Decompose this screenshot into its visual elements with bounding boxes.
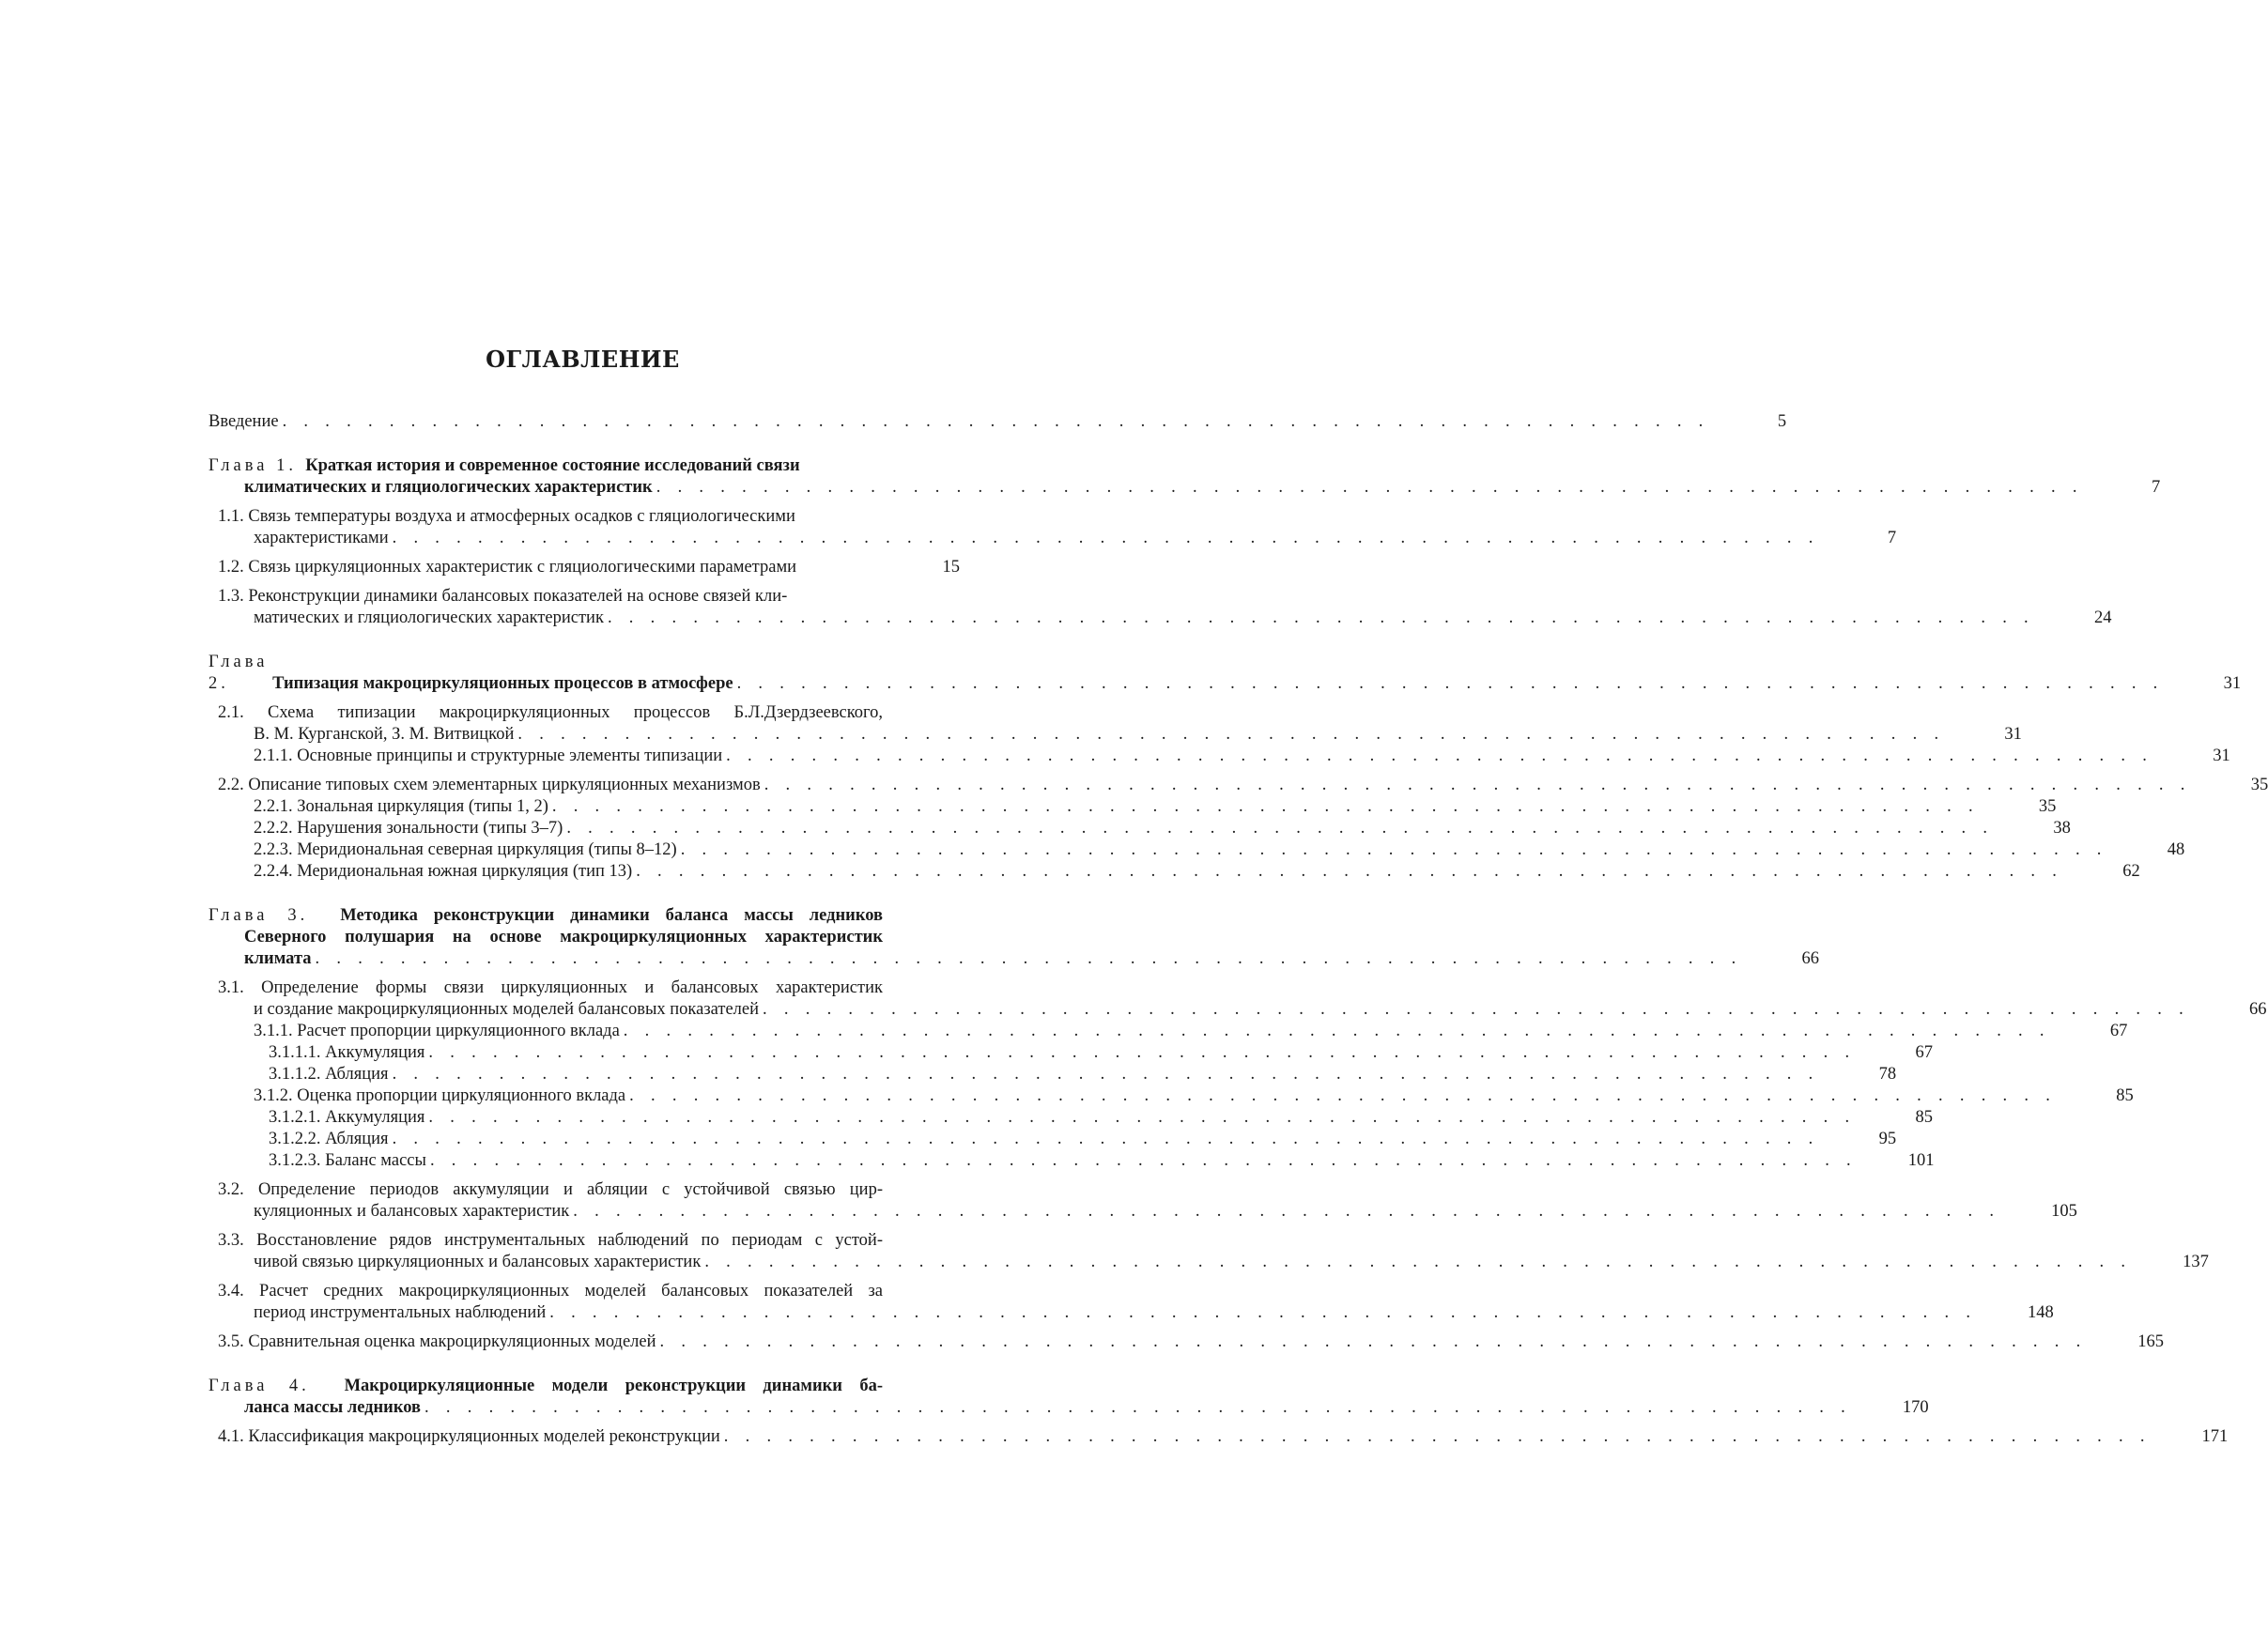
toc-entry-1-1[interactable] [208,506,960,528]
section-number: 2.2. [218,776,244,794]
toc-page-number: 85 [1915,1108,1933,1127]
chapter-title-cont: Северного полушария на основе макроциркуляционных характеристик [244,928,883,947]
table-of-contents [208,411,2268,1448]
chapter-label: Глава 1. [208,456,297,475]
toc-chapter-3-mid[interactable] [208,927,960,948]
section-number: 3.5. [218,1332,244,1351]
toc-page-number: 38 [2053,819,2071,838]
section-text: Восстановление рядов инструментальных наблюдений по периодам с устой- [256,1231,883,1250]
section-number: 3.1.1.2. [269,1065,321,1084]
section-text: Определение периодов аккумуляции и абляции с устойчивой связью цир- [257,1180,883,1199]
section-text-cont: матических и гляциологических характеристик [254,608,604,627]
section-number: 2.2.1. [254,797,293,816]
toc-page-number: 148 [2028,1303,2054,1322]
toc-page-number: 78 [1878,1065,1897,1084]
section-text: Зональная циркуляция (типы 1, 2) [297,797,548,816]
dot-leader: . . . . . . . . . . . . . . . . . . . . . . . . . . . . . . . . . . . . . . . . . . . . . . . . . . . . . . . . . . . . . . . . . . . [656,478,2084,497]
toc-entry-3-3[interactable] [208,1230,960,1252]
toc-chapter-3-last[interactable] [208,948,1820,970]
toc-page-number: 101 [1907,1151,1935,1170]
toc-entry-1-2[interactable] [208,557,960,578]
section-number: 1.2. [218,558,244,577]
section-number: 3.1. [218,978,244,997]
chapter-label: Глава 3. [208,906,309,925]
section-number: 2.1. [218,703,244,722]
chapter-title: Типизация макроциркуляционных процессов в атмосфере [272,674,733,693]
section-text: Оценка пропорции циркуляционного вклада [297,1086,626,1105]
section-text: Описание типовых схем элементарных циркуляционных механизмов [248,776,761,794]
section-text-cont: куляционных и балансовых характеристик [254,1202,570,1221]
section-text: Баланс массы [325,1151,426,1170]
section-number: 3.1.1. [254,1022,293,1040]
toc-entry-4-1[interactable] [208,1426,2229,1448]
section-number: 3.3. [218,1231,244,1250]
dot-leader: . . . . . . . . . . . . . . . . . . . . . . . . . . . . . . . . . . . . . . . . . . . . . . . . . . . . . . . . . . . . . . . . . . . [424,1398,1852,1417]
section-number: 2.2.3. [254,840,293,859]
section-number: 3.2. [218,1180,244,1199]
section-number: 2.1.1. [254,747,293,765]
toc-page-number: 170 [1902,1398,1929,1417]
chapter-title: Макроциркуляционные модели реконструкции динамики ба- [344,1377,884,1395]
toc-chapter-1-last[interactable] [208,477,2161,499]
dot-leader: . . . . . . . . . . . . . . . . . . . . . . . . . . . . . . . . . . . . . . . . . . . . . . . . . . . . . . . . . . . . . . . . . . . [680,840,2108,859]
section-text-cont: В. М. Курганской, З. М. Витвицкой [254,725,515,744]
toc-entry-intro[interactable] [208,411,1787,433]
toc-entry-3-1-2-1[interactable] [208,1107,1933,1129]
section-number: 1.3. [218,587,244,606]
toc-page-number: 31 [2213,747,2230,765]
section-text-cont: период инструментальных наблюдений [254,1303,547,1322]
toc-entry-2-2-1[interactable] [208,796,2057,818]
toc-entry-1-3[interactable] [208,586,960,608]
section-text: Связь циркуляционных характеристик с гляциологическими параметрами [248,558,797,577]
section-number: 3.1.1.1. [269,1043,321,1062]
chapter-title-cont: климатических и гляциологических характеристик [244,478,653,497]
dot-leader: . . . . . . . . . . . . . . . . . . . . . . . . . . . . . . . . . . . . . . . . . . . . . . . . . . . . . . . . . . . . . . . . . . . [392,529,1820,547]
toc-page-number: 7 [1887,529,1897,547]
section-text: Реконструкции динамики балансовых показателей на основе связей кли- [248,587,788,606]
section-text: Расчет пропорции циркуляционного вклада [297,1022,620,1040]
toc-entry-1-3-last[interactable] [208,608,2112,629]
toc-entry-3-3-last[interactable] [208,1252,2209,1273]
page-title: ОГЛАВЛЕНИЕ [486,346,680,373]
section-number: 3.1.2.3. [269,1151,321,1170]
toc-entry-3-4-last[interactable] [208,1302,2054,1324]
toc-entry-2-1-last[interactable] [208,724,2022,746]
toc-entry-3-5[interactable] [208,1331,2165,1353]
toc-entry-3-1-2[interactable] [208,1085,2134,1107]
toc-entry-2-2[interactable] [208,775,2268,796]
toc-page-number: 165 [2137,1332,2165,1351]
section-number: 3.1.2. [254,1086,293,1105]
chapter-title: Методика реконструкции динамики баланса массы ледников [340,906,884,925]
toc-page-number: 7 [2152,478,2161,497]
dot-leader: . . . . . . . . . . . . . . . . . . . . . . . . . . . . . . . . . . . . . . . . . . . . . . . . . . . . . . . . . . . . . . . . . . . [551,797,1980,816]
section-text: Абляция [325,1130,389,1148]
toc-chapter-4[interactable] [208,1376,960,1397]
section-number: 2.2.2. [254,819,293,838]
section-number: 4.1. [218,1427,244,1446]
toc-entry-2-1[interactable] [208,702,960,724]
toc-page-number: 24 [2093,608,2112,627]
section-text: Основные принципы и структурные элементы типизации [297,747,723,765]
toc-page-number: 85 [2116,1086,2134,1105]
section-number: 2.2.4. [254,862,293,881]
section-text: Классификация макроциркуляционных моделей реконструкции [248,1427,720,1446]
toc-entry-3-2[interactable] [208,1179,960,1201]
section-number: 3.4. [218,1282,244,1301]
dot-leader: . . . . . . . . . . . . . . . . . . . . . . . . . . . . . . . . . . . . . . . . . . . . . . . . . . . . . . . . . . . . . . . . . . . [607,608,2035,627]
section-text: Схема типизации макроциркуляционных процессов Б.Л.Дзердзеевского, [268,703,884,722]
section-number: 3.1.2.2. [269,1130,321,1148]
chapter-title-cont: климата [244,949,312,968]
chapter-title: Краткая история и современное состояние исследований связи [305,456,800,475]
toc-page-number: 66 [2249,1000,2267,1019]
toc-page-number: 31 [2223,674,2242,693]
toc-entry-3-2-last[interactable] [208,1201,2077,1223]
toc-page-number: 171 [2201,1427,2229,1446]
toc-page-number: 31 [2004,725,2022,744]
dot-leader: . . . . . . . . . . . . . . . . . . . . . . . . . . . . . . . . . . . . . . . . . . . . . . . . . . . . . . . . . . . . . . . . . . . [704,1253,2132,1271]
toc-entry-3-1-1-1[interactable] [208,1042,1933,1064]
dot-leader: . . . . . . . . . . . . . . . . . . . . . . . . . . . . . . . . . . . . . . . . . . . . . . . . . . . . . . . . . . . . . . . . . . . [392,1065,1820,1084]
section-text: Меридиональная южная циркуляция (тип 13) [297,862,633,881]
toc-chapter-3[interactable] [208,905,960,927]
dot-leader: . . . . . . . . . . . . . . . . . . . . . . . . . . . . . . . . . . . . . . . . . . . . . . . . . . . . . . . . . . . . . . . . . . . [763,1000,2190,1019]
dot-leader: . . . . . . . . . . . . . . . . . . . . . . . . . . . . . . . . . . . . . . . . . . . . . . . . . . . . . . . . . . . . . . . . . . . [428,1043,1856,1062]
dot-leader: . . . . . . . . . . . . . . . . . . . . . . . . . . . . . . . . . . . . . . . . . . . . . . . . . . . . . . . . . . . . . . . . . . . [315,949,1743,968]
toc-entry-2-2-3[interactable] [208,839,2185,861]
toc-entry-3-1-last[interactable] [208,999,2267,1021]
dot-leader: . . . . . . . . . . . . . . . . . . . . . . . . . . . . . . . . . . . . . . . . . . . . . . . . . . . . . . . . . . . . . . . . . . . [573,1202,2000,1221]
toc-entry-3-1-2-3[interactable] [208,1150,1935,1172]
section-text: Абляция [325,1065,389,1084]
section-text: Меридиональная северная циркуляция (типы 8–12) [297,840,677,859]
toc-entry-2-2-2[interactable] [208,818,2071,839]
toc-page-number: 105 [2051,1202,2077,1221]
dot-leader: . . . . . . . . . . . . . . . . . . . . . . . . . . . . . . . . . . . . . . . . . . . . . . . . . . . . . . . . . . . . . . . . . . . [282,412,1710,431]
dot-leader: . . . . . . . . . . . . . . . . . . . . . . . . . . . . . . . . . . . . . . . . . . . . . . . . . . . . . . . . . . . . . . . . . . . [428,1108,1856,1127]
toc-page-number: 48 [2167,840,2185,859]
toc-entry-1-1-last[interactable] [208,528,1897,549]
toc-chapter-2[interactable] [208,652,2242,695]
dot-leader: . . . . . . . . . . . . . . . . . . . . . . . . . . . . . . . . . . . . . . . . . . . . . . . . . . . . . . . . . . . . . . . . . . . [629,1086,2057,1105]
dot-leader: . . . . . . . . . . . . . . . . . . . . . . . . . . . . . . . . . . . . . . . . . . . . . . . . . . . . . . . . . . . . . . . . . . . [764,776,2192,794]
toc-chapter-4-last[interactable] [208,1397,1929,1419]
section-text: Нарушения зональности (типы 3–7) [297,819,563,838]
toc-page-number: 35 [2250,776,2268,794]
dot-leader: . . . . . . . . . . . . . . . . . . . . . . . . . . . . . . . . . . . . . . . . . . . . . . . . . . . . . . . . . . . . . . . . . . . [566,819,1994,838]
dot-leader: . . . . . . . . . . . . . . . . . . . . . . . . . . . . . . . . . . . . . . . . . . . . . . . . . . . . . . . . . . . . . . . . . . . [736,674,2165,693]
toc-page-number: 35 [2038,797,2057,816]
toc-page-number: 5 [1777,412,1787,431]
toc-page-number: 95 [1878,1130,1897,1148]
chapter-label: Глава 2. [208,653,269,693]
toc-entry-2-1-1[interactable] [208,746,2230,767]
section-number: 1.1. [218,507,244,526]
toc-entry-3-1-2-2[interactable] [208,1129,1897,1150]
section-text: Расчет средних макроциркуляционных моделей балансовых показателей за [259,1282,884,1301]
chapter-label: Глава 4. [208,1377,310,1395]
section-text: Аккумуляция [325,1108,425,1127]
dot-leader: . . . . . . . . . . . . . . . . . . . . . . . . . . . . . . . . . . . . . . . . . . . . . . . . . . . . . . . . . . . . . . . . . . . [517,725,1945,744]
section-text: Связь температуры воздуха и атмосферных осадков с гляциологическими [248,507,795,526]
dot-leader: . . . . . . . . . . . . . . . . . . . . . . . . . . . . . . . . . . . . . . . . . . . . . . . . . . . . . . . . . . . . . . . . . . . [392,1130,1820,1148]
dot-leader: . . . . . . . . . . . . . . . . . . . . . . . . . . . . . . . . . . . . . . . . . . . . . . . . . . . . . . . . . . . . . . . . . . . [429,1151,1858,1170]
toc-entry-2-2-4[interactable] [208,861,2140,883]
section-text-cont: и создание макроциркуляционных моделей балансовых показателей [254,1000,760,1019]
toc-entry-3-1[interactable] [208,977,960,999]
toc-entry-3-4[interactable] [208,1281,960,1302]
toc-entry-text: Введение [208,412,279,431]
section-text: Сравнительная оценка макроциркуляционных моделей [248,1332,656,1351]
toc-entry-3-1-1-2[interactable] [208,1064,1897,1085]
dot-leader: . . . . . . . . . . . . . . . . . . . . . . . . . . . . . . . . . . . . . . . . . . . . . . . . . . . . . . . . . . . . . . . . . . . [549,1303,1977,1322]
toc-page-number: 15 [942,558,960,577]
toc-page-number: 67 [1915,1043,1933,1062]
toc-entry-3-1-1[interactable] [208,1021,2128,1042]
toc-chapter-1[interactable] [208,455,960,477]
dot-leader: . . . . . . . . . . . . . . . . . . . . . . . . . . . . . . . . . . . . . . . . . . . . . . . . . . . . . . . . . . . . . . . . . . . [636,862,2063,881]
chapter-title-cont: ланса массы ледников [244,1398,422,1417]
dot-leader: . . . . . . . . . . . . . . . . . . . . . . . . . . . . . . . . . . . . . . . . . . . . . . . . . . . . . . . . . . . . . . . . . . . [659,1332,2088,1351]
section-text-cont: характеристиками [254,529,389,547]
toc-page-number: 137 [2183,1253,2209,1271]
section-text: Определение формы связи циркуляционных и балансовых характеристик [261,978,883,997]
section-text: Аккумуляция [325,1043,425,1062]
dot-leader: . . . . . . . . . . . . . . . . . . . . . . . . . . . . . . . . . . . . . . . . . . . . . . . . . . . . . . . . . . . . . . . . . . . [726,747,2153,765]
toc-page-number: 66 [1801,949,1820,968]
toc-page-number: 67 [2109,1022,2128,1040]
dot-leader: . . . . . . . . . . . . . . . . . . . . . . . . . . . . . . . . . . . . . . . . . . . . . . . . . . . . . . . . . . . . . . . . . . . [723,1427,2152,1446]
toc-page-number: 62 [2122,862,2140,881]
section-number: 3.1.2.1. [269,1108,321,1127]
section-text-cont: чивой связью циркуляционных и балансовых характеристик [254,1253,702,1271]
dot-leader: . . . . . . . . . . . . . . . . . . . . . . . . . . . . . . . . . . . . . . . . . . . . . . . . . . . . . . . . . . . . . . . . . . . [623,1022,2051,1040]
